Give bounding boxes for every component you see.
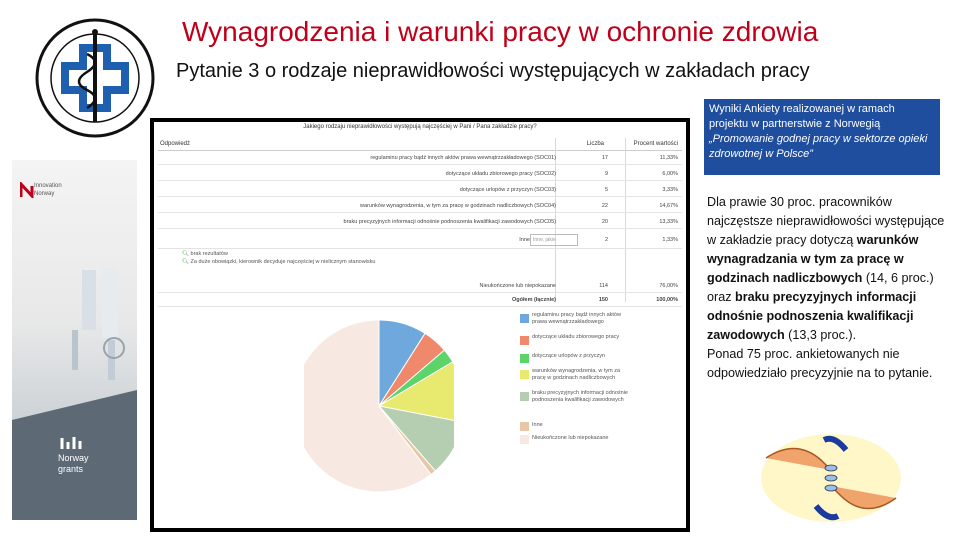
table-row: dotyczące układu zbiorowego pracy (SOC02) 9 6,00%	[158, 168, 682, 181]
legend-swatch	[520, 422, 529, 431]
legend-swatch	[520, 314, 529, 323]
info-line-1: Wyniki Ankiety realizowanej w ramach projektu w partnerstwie z Norwegią	[709, 103, 895, 130]
search-icon[interactable]: 🔍︎	[182, 259, 189, 265]
survey-header-row	[158, 138, 682, 151]
legend-label: warunków wynagrodzenia, w tym za pracę w godzinach nadliczbowych	[532, 368, 621, 381]
paragraph-2: Ponad 75 proc. ankietowanych nie odpowiedziało precyzyjnie na to pytanie.	[707, 347, 933, 380]
table-row: regulaminu pracy bądź innych aktów prawa wewnątrzzakładowego (SOC01) 17 11,33%	[158, 152, 682, 165]
answer-notes: 🔍︎ brak rezultatów 🔍︎ Za duże obowiązki, kierownik decyduje najczęściej w nielicznym stanowisku	[182, 251, 376, 265]
survey-question: Jakiego rodzaju nieprawidłowości występują najczęściej w Pani / Pana zakładzie pracy?	[303, 124, 537, 130]
search-icon[interactable]: 🔍︎	[182, 251, 189, 257]
pie-chart	[304, 308, 454, 508]
info-box	[704, 99, 940, 175]
table-row: dotyczące urlopów z przyczyn (SOC03) 5 3,33%	[158, 184, 682, 197]
table-row: braku precyzyjnych informacji odnośnie podnoszenia kwalifikacji zawodowych (SOC05) 20 13,33%	[158, 216, 682, 229]
coins-hands-illustration	[756, 428, 906, 526]
sidebar-photo-panel	[12, 160, 137, 520]
legend-label: braku precyzyjnych informacji odnośnie podnoszenia kwalifikacji zawodowych	[532, 390, 628, 403]
col-count: Liczba	[586, 141, 604, 147]
slide-title: Wynagrodzenia i warunki pracy w ochronie zdrowia	[182, 16, 819, 47]
col-percent: Procent wartości	[633, 141, 678, 147]
body-text	[707, 193, 947, 383]
legend-swatch	[520, 435, 529, 444]
survey-screenshot	[154, 122, 686, 528]
summary-total-row: Ogółem (łącznie) 150 100,00%	[158, 294, 682, 307]
grants-label: Norway	[58, 453, 89, 463]
table-row: Inne Inne, jakie 2 1,33%	[158, 232, 682, 249]
paragraph-1: Dla prawie 30 proc. pracowników najczęstsze nieprawidłowości występujące w zakładzie pracy dotyczą warunków wynagradzania w tym za pracę w godzinach nadliczbowych (14, 6 proc.) oraz braku precyzyjnych informacji odnośnie podnoszenia kwalifikacji zawodowych (13,3 proc.).	[707, 195, 945, 342]
pie-legend	[520, 312, 640, 452]
legend-label: dotyczące układu zbiorowego pracy	[532, 334, 620, 340]
legend-label: Nieukończone lub niepokazane	[532, 435, 609, 441]
grants-sub: grants	[58, 464, 84, 474]
legend-label: dotyczące urlopów z przyczyn	[532, 353, 606, 359]
innovation-norway-icon	[20, 182, 32, 198]
legend-swatch	[520, 370, 529, 379]
slide-subtitle: Pytanie 3 o rodzaje nieprawidłowości występujących w zakładach pracy	[176, 60, 810, 82]
col-answer: Odpowiedź	[160, 141, 191, 147]
info-line-2: „Promowanie godnej pracy w sektorze opieki zdrowotnej w Polsce”	[709, 133, 928, 160]
legend-swatch	[520, 336, 529, 345]
legend-swatch	[520, 354, 529, 363]
other-input[interactable]: Inne, jakie	[530, 234, 578, 246]
legend-swatch	[520, 392, 529, 401]
innovation-sub: Norway	[34, 191, 55, 197]
legend-label: regulaminu pracy bądź innych aktów prawa wewnątrzzakładowego	[532, 312, 621, 325]
legend-label: Inne	[532, 422, 543, 428]
summary-row: Nieukończone lub niepokazane 114 76,00%	[158, 280, 682, 293]
innovation-label: Innovation	[34, 183, 62, 189]
table-row: warunków wynagrodzenia, w tym za pracę w godzinach nadliczbowych (SOC04) 22 14,67%	[158, 200, 682, 213]
